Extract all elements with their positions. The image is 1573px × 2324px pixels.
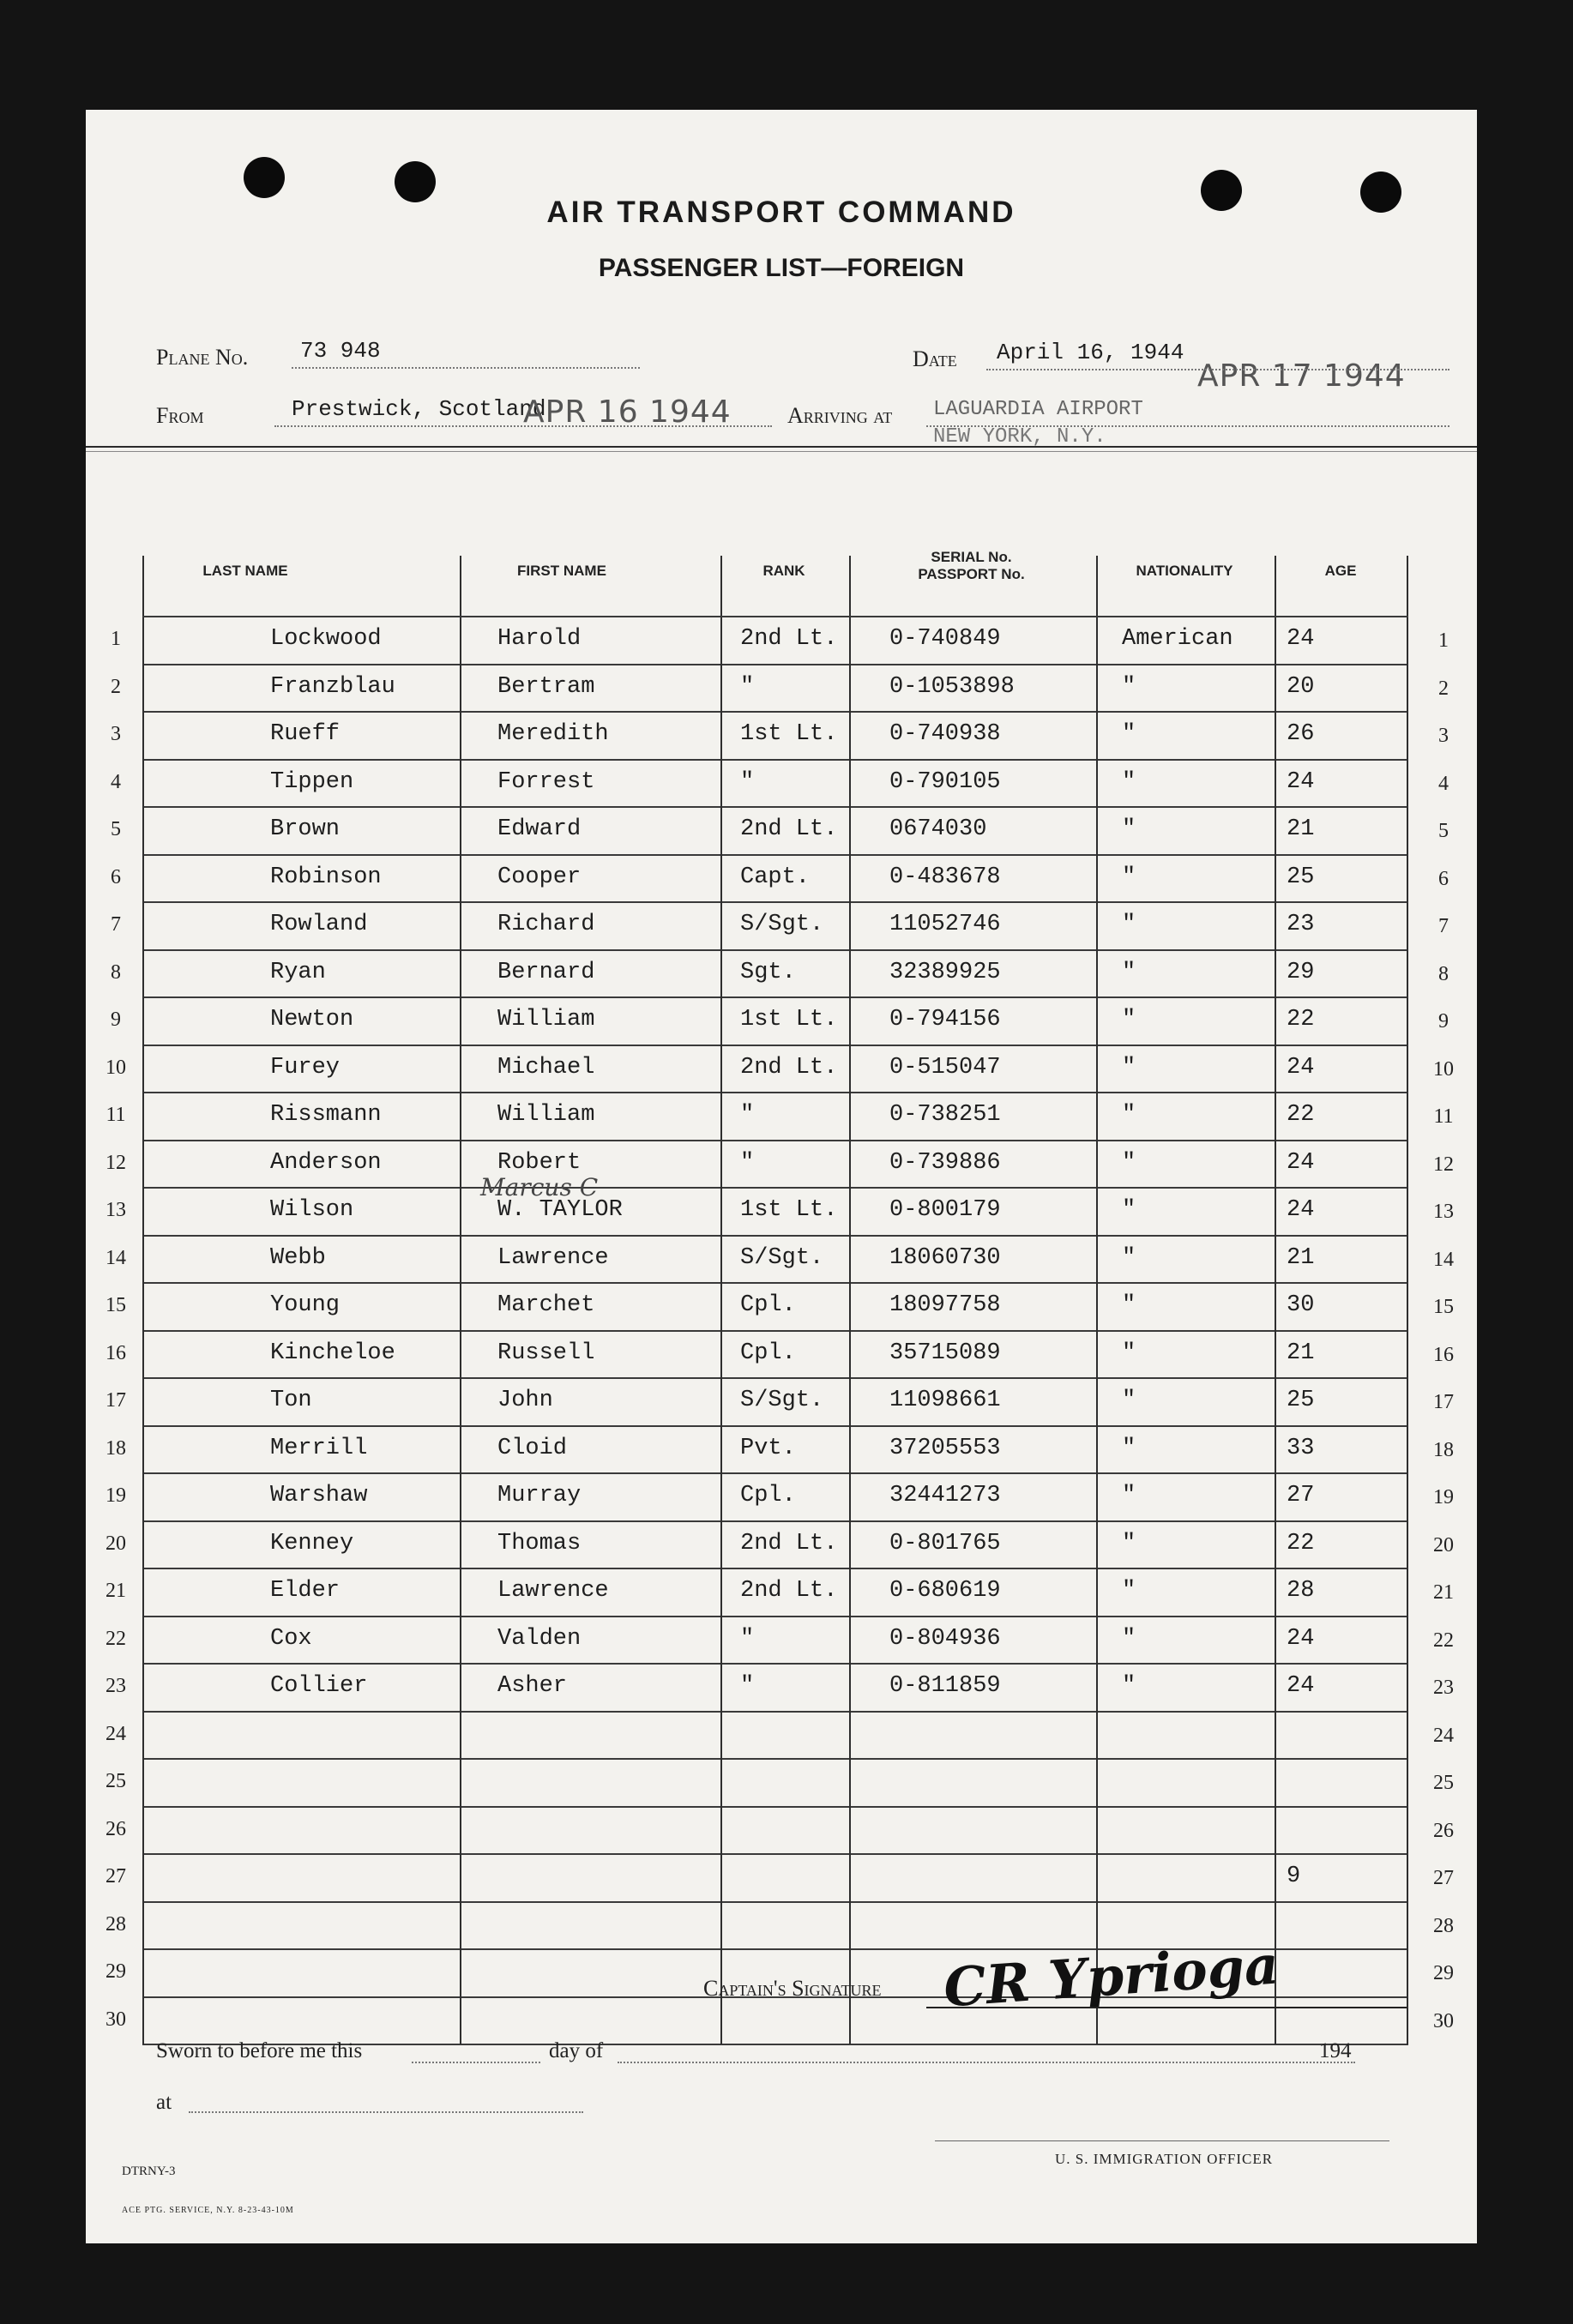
cell-serial: 0-794156 <box>889 1007 1001 1033</box>
row-number-right: 25 <box>1433 1772 1454 1794</box>
header-last-name: LAST NAME <box>202 563 288 579</box>
cell-nat: " <box>1122 1054 1136 1081</box>
row-divider <box>142 1806 1408 1808</box>
header-first-name: FIRST NAME <box>517 563 606 579</box>
cell-first: Russell <box>497 1340 595 1366</box>
cell-nat: " <box>1122 959 1136 985</box>
row-number-left: 11 <box>105 1104 126 1126</box>
date-stamp: APR 17 1944 <box>1197 358 1406 394</box>
row-divider <box>142 1853 1408 1855</box>
cell-first: Asher <box>497 1673 568 1699</box>
cell-last: Young <box>270 1292 341 1318</box>
form-code: DTRNY-3 <box>122 2164 176 2178</box>
row-number-right: 2 <box>1438 677 1449 700</box>
from-value: Prestwick, Scotland <box>292 396 546 422</box>
year-text: 194 <box>1319 2039 1352 2062</box>
form-title: AIR TRANSPORT COMMAND <box>546 196 1016 229</box>
arriving-value-1: LAGUARDIA AIRPORT <box>933 398 1143 421</box>
header-divider <box>142 616 1408 617</box>
officer-label: U. S. IMMIGRATION OFFICER <box>1055 2151 1274 2167</box>
day-of-underline <box>618 2062 1355 2063</box>
row-number-left: 21 <box>105 1580 126 1602</box>
table-top-border <box>86 446 1477 448</box>
header-rank: RANK <box>762 563 805 579</box>
row-number-left: 23 <box>105 1675 126 1697</box>
row-divider <box>142 1663 1408 1665</box>
cell-nat: " <box>1122 816 1136 842</box>
cell-serial: 37205553 <box>889 1435 1001 1461</box>
at-underline <box>189 2111 583 2113</box>
row-number-left: 8 <box>111 960 121 984</box>
cell-age: 25 <box>1287 1388 1315 1413</box>
cell-age: 30 <box>1287 1292 1315 1318</box>
row-number-left: 19 <box>105 1484 126 1507</box>
row-number-right: 26 <box>1433 1819 1454 1842</box>
handwritten-name-correction: Marcus C <box>480 1173 599 1201</box>
row-divider <box>142 1711 1408 1713</box>
cell-serial: 32389925 <box>889 959 1001 985</box>
cell-last: Newton <box>270 1007 354 1033</box>
row-number-right: 7 <box>1438 915 1449 937</box>
cell-last: Brown <box>270 816 341 842</box>
cell-first: Lawrence <box>497 1244 609 1271</box>
cell-age: 33 <box>1287 1435 1315 1461</box>
cell-last: Warshaw <box>270 1483 368 1508</box>
cell-nat: " <box>1122 1530 1136 1556</box>
cell-rank: 1st Lt. <box>740 1197 838 1223</box>
cell-rank: 2nd Lt. <box>740 1578 838 1604</box>
row-number-left: 13 <box>105 1199 126 1221</box>
header-serial-line2: PASSPORT No. <box>918 566 1025 582</box>
cell-last: Furey <box>270 1054 341 1081</box>
cell-serial: 0-483678 <box>889 864 1001 890</box>
cell-age: 22 <box>1287 1530 1315 1556</box>
sworn-underline <box>412 2062 540 2063</box>
cell-first: John <box>497 1388 553 1413</box>
plane-label: Plane No. <box>156 345 249 370</box>
cell-first: Meredith <box>497 721 609 747</box>
row-divider <box>142 996 1408 998</box>
punch-hole <box>244 157 285 198</box>
cell-rank: 1st Lt. <box>740 721 838 747</box>
header-serial-line1: SERIAL No. <box>931 549 1012 565</box>
cell-serial: 0-1053898 <box>889 673 1015 700</box>
plane-underline <box>292 367 640 369</box>
cell-serial: 35715089 <box>889 1340 1001 1366</box>
row-divider <box>142 1045 1408 1046</box>
arriving-label: Arriving at <box>787 403 893 428</box>
row-number-right: 22 <box>1433 1629 1454 1652</box>
cell-rank: 2nd Lt. <box>740 626 838 652</box>
cell-last: Franzblau <box>270 673 395 700</box>
row-number-left: 4 <box>111 770 121 793</box>
cell-first: Robert <box>497 1149 582 1176</box>
cell-rank: " <box>740 1625 755 1652</box>
cell-serial: 0-801765 <box>889 1530 1001 1556</box>
date-underline <box>986 369 1449 370</box>
row-number-left: 26 <box>105 1817 126 1840</box>
column-divider <box>1407 556 1408 2044</box>
cell-nat: American <box>1122 626 1233 652</box>
row-divider <box>142 854 1408 856</box>
row-number-right: 12 <box>1433 1153 1454 1176</box>
row-number-right: 24 <box>1433 1724 1454 1747</box>
cell-serial: 0-680619 <box>889 1578 1001 1604</box>
row-divider <box>142 664 1408 665</box>
row-number-right: 10 <box>1433 1057 1454 1081</box>
cell-first: Bernard <box>497 959 595 985</box>
row-number-right: 20 <box>1433 1533 1454 1556</box>
cell-first: Harold <box>497 626 582 652</box>
date-value: April 16, 1944 <box>997 340 1184 365</box>
printer-mark: ACE PTG. SERVICE, N.Y. 8-23-43-10M <box>122 2206 294 2215</box>
cell-age: 24 <box>1287 768 1315 795</box>
row-number-right: 1 <box>1438 629 1449 652</box>
column-divider <box>142 556 144 2044</box>
cell-age: 24 <box>1287 1149 1315 1176</box>
row-number-right: 3 <box>1438 725 1449 747</box>
cell-rank: 2nd Lt. <box>740 1530 838 1556</box>
row-number-left: 17 <box>105 1389 126 1412</box>
cell-age: 28 <box>1287 1578 1315 1604</box>
row-number-left: 5 <box>111 818 121 840</box>
cell-serial: 0-790105 <box>889 768 1001 795</box>
captain-signature: CR Yprioga <box>941 1933 1281 2020</box>
header-serial <box>849 549 1094 583</box>
cell-age: 21 <box>1287 1340 1315 1366</box>
cell-last: Robinson <box>270 864 382 890</box>
cell-last: Tippen <box>270 768 354 795</box>
sworn-text: Sworn to before me this <box>156 2039 363 2062</box>
row-number-right: 21 <box>1433 1581 1454 1604</box>
row-number-left: 29 <box>105 1960 126 1983</box>
cell-last: Merrill <box>270 1435 368 1461</box>
cell-rank: 2nd Lt. <box>740 1054 838 1081</box>
cell-serial: 0-739886 <box>889 1149 1001 1176</box>
cell-first: Richard <box>497 912 595 937</box>
header-nationality: NATIONALITY <box>1136 563 1233 579</box>
arriving-value-2: NEW YORK, N.Y. <box>933 425 1106 449</box>
row-number-right: 19 <box>1433 1486 1454 1508</box>
cell-first: Cloid <box>497 1435 568 1461</box>
cell-age: 29 <box>1287 959 1315 985</box>
row-divider <box>142 711 1408 713</box>
cell-last: Cox <box>270 1625 312 1652</box>
cell-first: Michael <box>497 1054 595 1081</box>
cell-age: 24 <box>1287 1197 1315 1223</box>
row-number-left: 18 <box>105 1436 126 1460</box>
cell-nat: " <box>1122 768 1136 795</box>
row-divider <box>142 759 1408 761</box>
cell-rank: S/Sgt. <box>740 912 824 937</box>
cell-nat: " <box>1122 1007 1136 1033</box>
cell-rank: Capt. <box>740 864 811 890</box>
column-divider <box>849 556 851 2044</box>
cell-serial: 0674030 <box>889 816 987 842</box>
row-number-left: 7 <box>111 913 121 936</box>
at-text: at <box>156 2091 172 2114</box>
row-number-right: 18 <box>1433 1438 1454 1461</box>
cell-serial: 0-740849 <box>889 626 1001 652</box>
cell-last: Ton <box>270 1388 312 1413</box>
cell-serial: 11052746 <box>889 912 1001 937</box>
row-number-left: 20 <box>105 1532 126 1555</box>
row-number-right: 13 <box>1433 1201 1454 1223</box>
row-divider <box>142 1472 1408 1474</box>
cell-nat: " <box>1122 1483 1136 1508</box>
row-number-right: 5 <box>1438 820 1449 842</box>
row-divider <box>142 1901 1408 1903</box>
cell-serial: 0-738251 <box>889 1102 1001 1128</box>
row-divider <box>142 1140 1408 1141</box>
row-number-left: 9 <box>111 1008 121 1031</box>
cell-serial: 0-811859 <box>889 1673 1001 1699</box>
officer-line <box>935 2140 1389 2141</box>
cell-nat: " <box>1122 673 1136 700</box>
row-number-left: 24 <box>105 1722 126 1745</box>
cell-last: Rissmann <box>270 1102 382 1128</box>
cell-rank: Cpl. <box>740 1292 796 1318</box>
row-divider <box>142 1616 1408 1617</box>
cell-age: 9 <box>1287 1863 1301 1889</box>
cell-rank: Pvt. <box>740 1435 796 1461</box>
row-number-left: 3 <box>111 723 121 745</box>
cell-nat: " <box>1122 1578 1136 1604</box>
day-of-text: day of <box>549 2039 604 2062</box>
cell-nat: " <box>1122 1292 1136 1318</box>
cell-nat: " <box>1122 864 1136 890</box>
row-number-right: 29 <box>1433 1962 1454 1984</box>
table-top-border-inner <box>86 451 1477 452</box>
cell-age: 27 <box>1287 1483 1315 1508</box>
row-number-right: 23 <box>1433 1677 1454 1699</box>
cell-serial: 18097758 <box>889 1292 1001 1318</box>
cell-nat: " <box>1122 912 1136 937</box>
cell-last: Rowland <box>270 912 368 937</box>
row-divider <box>142 1520 1408 1522</box>
cell-first: Edward <box>497 816 582 842</box>
cell-rank: " <box>740 1673 755 1699</box>
cell-last: Anderson <box>270 1149 382 1176</box>
cell-last: Collier <box>270 1673 368 1699</box>
row-number-right: 14 <box>1433 1248 1454 1271</box>
cell-nat: " <box>1122 1244 1136 1271</box>
cell-serial: 32441273 <box>889 1483 1001 1508</box>
cell-nat: " <box>1122 1102 1136 1128</box>
cell-age: 24 <box>1287 626 1315 652</box>
row-number-right: 6 <box>1438 867 1449 890</box>
cell-nat: " <box>1122 1149 1136 1176</box>
row-number-left: 15 <box>105 1294 126 1316</box>
column-divider <box>460 556 461 2044</box>
cell-rank: " <box>740 1149 755 1176</box>
cell-age: 24 <box>1287 1625 1315 1652</box>
cell-nat: " <box>1122 1197 1136 1223</box>
column-divider <box>720 556 722 2044</box>
cell-serial: 0-804936 <box>889 1625 1001 1652</box>
cell-age: 25 <box>1287 864 1315 890</box>
cell-last: Wilson <box>270 1197 354 1223</box>
plane-value: 73 948 <box>300 338 381 364</box>
cell-rank: 2nd Lt. <box>740 816 838 842</box>
cell-last: Kenney <box>270 1530 354 1556</box>
cell-first: William <box>497 1007 595 1033</box>
cell-first: Valden <box>497 1625 582 1652</box>
cell-age: 22 <box>1287 1102 1315 1128</box>
row-number-left: 25 <box>105 1770 126 1792</box>
cell-serial: 0-740938 <box>889 721 1001 747</box>
cell-serial: 0-515047 <box>889 1054 1001 1081</box>
cell-age: 26 <box>1287 721 1315 747</box>
cell-age: 22 <box>1287 1007 1315 1033</box>
signature-line <box>926 2007 1407 2008</box>
cell-rank: " <box>740 1102 755 1128</box>
cell-rank: S/Sgt. <box>740 1388 824 1413</box>
row-divider <box>142 806 1408 808</box>
row-number-left: 22 <box>105 1627 126 1650</box>
row-number-right: 17 <box>1433 1391 1454 1413</box>
passenger-list-form <box>86 110 1477 2243</box>
row-number-left: 14 <box>105 1246 126 1269</box>
captain-signature-label: Captain's Signature <box>703 1976 882 2001</box>
cell-age: 23 <box>1287 912 1315 937</box>
cell-rank: 1st Lt. <box>740 1007 838 1033</box>
from-underline <box>274 425 772 427</box>
row-number-left: 27 <box>105 1865 126 1887</box>
row-divider <box>142 1330 1408 1332</box>
cell-serial: 0-800179 <box>889 1197 1001 1223</box>
row-divider <box>142 1425 1408 1427</box>
row-number-right: 27 <box>1433 1867 1454 1889</box>
cell-last: Ryan <box>270 959 326 985</box>
cell-serial: 11098661 <box>889 1388 1001 1413</box>
row-number-left: 2 <box>111 675 121 698</box>
row-divider <box>142 949 1408 951</box>
row-divider <box>142 1282 1408 1284</box>
cell-rank: " <box>740 673 755 700</box>
header-age: AGE <box>1324 563 1357 579</box>
cell-rank: S/Sgt. <box>740 1244 824 1271</box>
row-number-left: 28 <box>105 1912 126 1936</box>
column-divider <box>1275 556 1276 2044</box>
cell-age: 20 <box>1287 673 1315 700</box>
cell-first: Lawrence <box>497 1578 609 1604</box>
cell-serial: 18060730 <box>889 1244 1001 1271</box>
row-divider <box>142 1235 1408 1237</box>
from-stamp: APR 16 1944 <box>523 394 732 430</box>
row-number-left: 16 <box>105 1341 126 1364</box>
cell-age: 24 <box>1287 1673 1315 1699</box>
arriving-underline <box>926 425 1449 427</box>
row-divider <box>142 1187 1408 1189</box>
cell-rank: Cpl. <box>740 1340 796 1366</box>
row-number-right: 8 <box>1438 962 1449 985</box>
cell-rank: Sgt. <box>740 959 796 985</box>
row-divider <box>142 1092 1408 1093</box>
cell-first: Thomas <box>497 1530 582 1556</box>
cell-age: 21 <box>1287 1244 1315 1271</box>
column-divider <box>1096 556 1098 2044</box>
row-number-left: 6 <box>111 865 121 888</box>
cell-rank: Cpl. <box>740 1483 796 1508</box>
row-number-right: 9 <box>1438 1010 1449 1033</box>
cell-first: Bertram <box>497 673 595 700</box>
cell-first: William <box>497 1102 595 1128</box>
row-number-right: 30 <box>1433 2009 1454 2032</box>
cell-last: Lockwood <box>270 626 382 652</box>
cell-last: Kincheloe <box>270 1340 395 1366</box>
row-divider <box>142 1758 1408 1760</box>
cell-last: Rueff <box>270 721 341 747</box>
cell-rank: " <box>740 768 755 795</box>
row-number-left: 30 <box>105 2008 126 2031</box>
row-divider <box>142 901 1408 903</box>
cell-nat: " <box>1122 1673 1136 1699</box>
row-number-right: 4 <box>1438 772 1449 795</box>
cell-nat: " <box>1122 1435 1136 1461</box>
form-subtitle: PASSENGER LIST—FOREIGN <box>598 254 965 282</box>
cell-age: 24 <box>1287 1054 1315 1081</box>
row-number-right: 11 <box>1433 1105 1454 1128</box>
row-number-left: 12 <box>105 1151 126 1174</box>
cell-last: Webb <box>270 1244 326 1271</box>
row-number-right: 15 <box>1433 1296 1454 1318</box>
cell-first: Forrest <box>497 768 595 795</box>
row-divider <box>142 1568 1408 1569</box>
row-number-right: 16 <box>1433 1343 1454 1366</box>
cell-first: Murray <box>497 1483 582 1508</box>
cell-nat: " <box>1122 721 1136 747</box>
row-number-right: 28 <box>1433 1914 1454 1937</box>
cell-nat: " <box>1122 1340 1136 1366</box>
cell-first: Cooper <box>497 864 582 890</box>
cell-age: 21 <box>1287 816 1315 842</box>
cell-first: W. TAYLOR <box>497 1197 623 1223</box>
row-divider <box>142 1377 1408 1379</box>
cell-first: Marchet <box>497 1292 595 1318</box>
cell-nat: " <box>1122 1388 1136 1413</box>
date-label: Date <box>913 346 957 371</box>
row-number-left: 1 <box>111 628 121 650</box>
from-label: From <box>156 403 204 428</box>
cell-last: Elder <box>270 1578 341 1604</box>
cell-nat: " <box>1122 1625 1136 1652</box>
row-number-left: 10 <box>105 1056 126 1079</box>
